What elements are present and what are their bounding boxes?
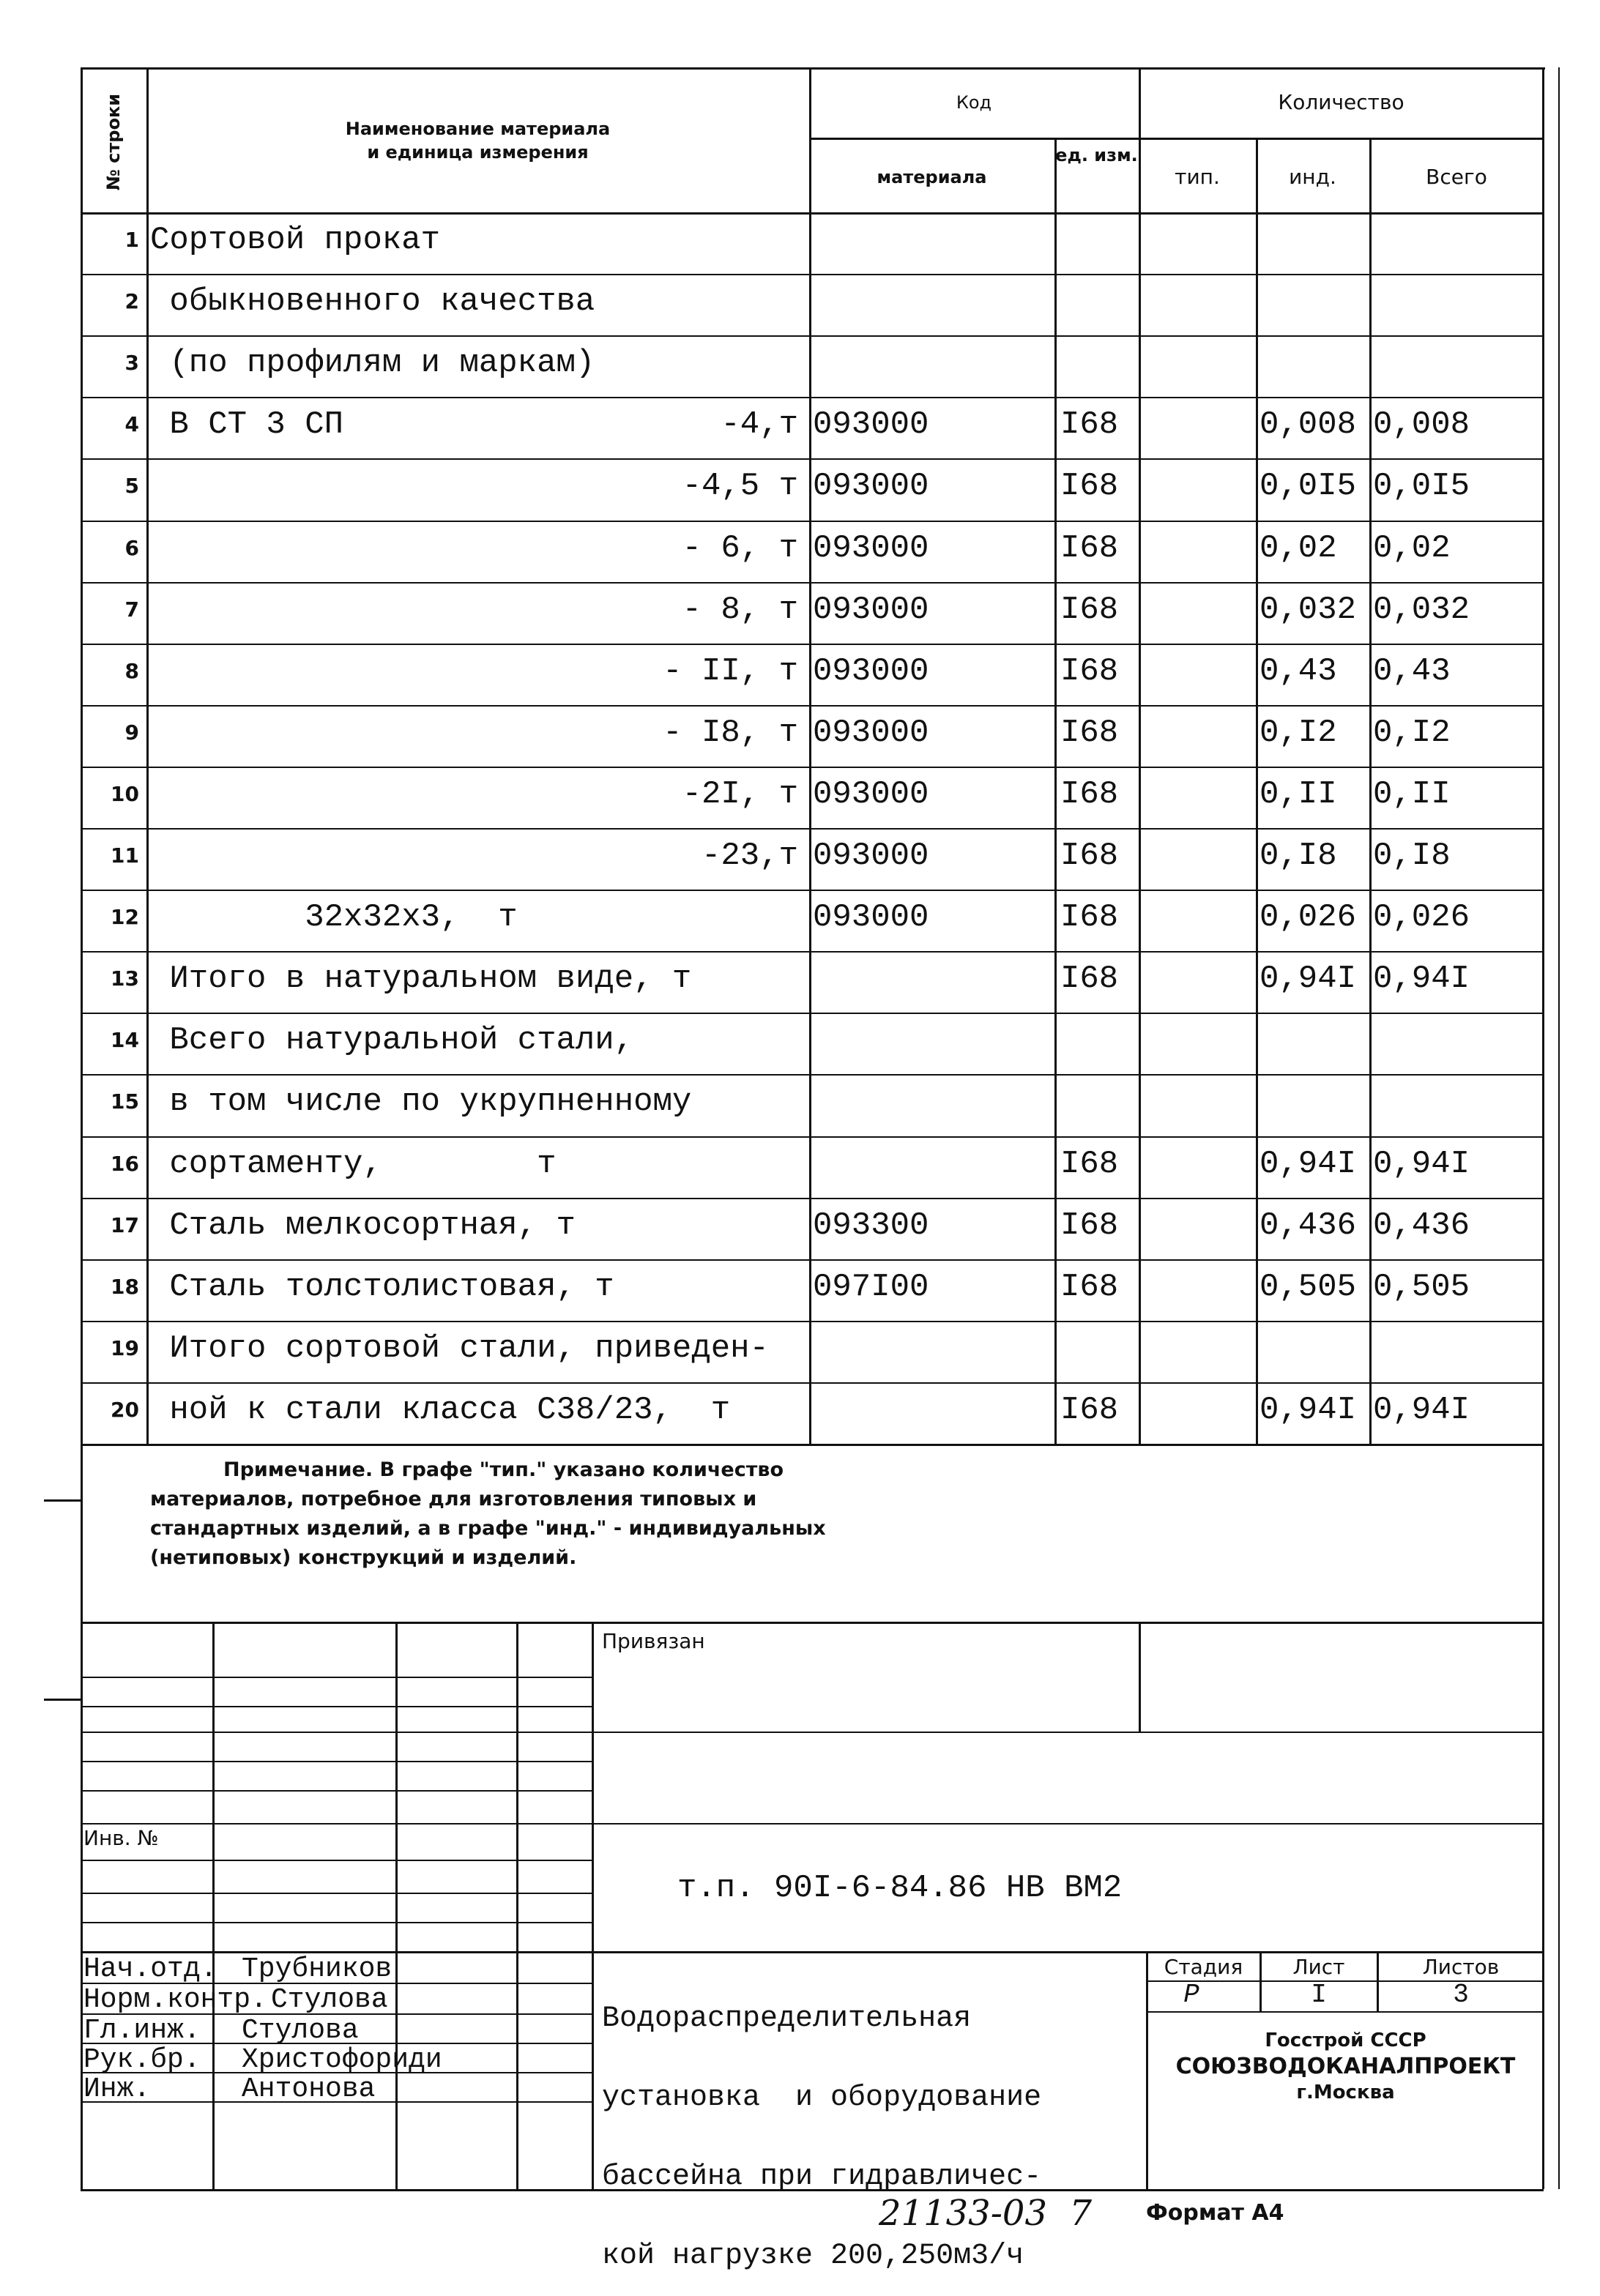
unit-code: I68 xyxy=(1060,899,1119,936)
material-name: В СТ 3 СП xyxy=(150,406,344,444)
qty-ind: 0,I8 xyxy=(1259,838,1337,874)
material-name: Итого в натуральном виде, т xyxy=(150,961,692,998)
qty-ind: 0,436 xyxy=(1259,1207,1357,1244)
unit-code: I68 xyxy=(1060,961,1119,998)
qty-total: 0,02 xyxy=(1373,529,1451,567)
material-code: 093000 xyxy=(813,775,929,813)
note-line: материалов, потребное для изготовления типовых и xyxy=(150,1488,757,1510)
row-divider xyxy=(81,705,1544,707)
signature-role: Норм.контр. xyxy=(83,1984,267,2016)
header-qty-group: Количество xyxy=(1278,90,1404,114)
doc-title-line: кой нагрузке 200,250м3/ч xyxy=(602,2240,1024,2273)
org-name: СОЮЗВОДОКАНАЛПРОЕКТ xyxy=(1175,2054,1516,2079)
header-code-group: Код xyxy=(956,92,992,113)
unit-code: I68 xyxy=(1060,1207,1119,1244)
material-name: Всего натуральной стали, xyxy=(150,1022,634,1059)
note-line: стандартных изделий, а в графе "инд." - индивидуальных xyxy=(150,1517,826,1540)
signature-name: Христофориди xyxy=(242,2044,442,2076)
org-ministry: Госстрой СССР xyxy=(1265,2029,1426,2051)
material-name: Сталь толстолистовая, т xyxy=(150,1268,614,1305)
material-spec: - 8, т xyxy=(682,591,798,628)
unit-code: I68 xyxy=(1060,652,1119,690)
stage-value: Р xyxy=(1183,1980,1199,2010)
note xyxy=(150,1456,1029,1573)
row-number: 15 xyxy=(111,1089,139,1114)
row-number: 2 xyxy=(124,289,139,314)
signature-name: Трубников xyxy=(242,1953,392,1985)
row-number: 9 xyxy=(124,720,139,745)
unit-code: I68 xyxy=(1060,529,1119,567)
note-line: (нетиповых) конструкций и изделий. xyxy=(150,1546,577,1569)
organization xyxy=(1147,2028,1544,2104)
inv-no-label: Инв. № xyxy=(83,1826,159,1850)
row-divider xyxy=(81,1198,1544,1199)
unit-code: I68 xyxy=(1060,1268,1119,1305)
qty-total: 0,436 xyxy=(1373,1207,1470,1244)
format-label: Формат А4 xyxy=(1146,2200,1284,2226)
header-typ: тип. xyxy=(1175,165,1220,189)
material-name: обыкновенного качества xyxy=(150,283,595,321)
doc-title-line: бассейна при гидравличес- xyxy=(602,2161,1042,2194)
qty-total: 0,505 xyxy=(1373,1268,1470,1305)
sheet-label: Лист xyxy=(1292,1955,1345,1979)
material-code: 093300 xyxy=(813,1207,929,1244)
row-number: 14 xyxy=(111,1028,139,1053)
row-divider xyxy=(81,767,1544,768)
qty-total: 0,94I xyxy=(1373,1391,1470,1428)
material-code: 093000 xyxy=(813,652,929,690)
row-number: 3 xyxy=(124,351,139,376)
qty-ind: 0,026 xyxy=(1259,899,1357,936)
signature-name: Стулова xyxy=(271,1984,388,2016)
qty-ind: 0,94I xyxy=(1259,1391,1357,1428)
row-number: 1 xyxy=(124,228,139,252)
material-code: 093000 xyxy=(813,468,929,505)
row-number: 4 xyxy=(124,412,139,437)
qty-total: 0,I8 xyxy=(1373,838,1451,874)
qty-ind: 0,I2 xyxy=(1259,714,1337,751)
qty-total: 0,94I xyxy=(1373,961,1470,998)
header-unit: ед. изм. xyxy=(1055,145,1138,165)
sheets-value: 3 xyxy=(1453,1980,1469,2010)
material-code: 093000 xyxy=(813,899,929,936)
row-divider xyxy=(81,1382,1544,1384)
signature-name: Стулова xyxy=(242,2015,359,2046)
header-name: Наименование материала и единица измерения xyxy=(345,119,611,163)
row-divider xyxy=(81,1259,1544,1261)
material-spec: -4,т xyxy=(721,406,798,444)
row-number: 11 xyxy=(111,843,139,868)
material-code: 093000 xyxy=(813,529,929,567)
qty-ind: 0,II xyxy=(1259,775,1337,813)
doc-code: т.п. 90I-6-84.86 НВ ВМ2 xyxy=(677,1870,1123,1906)
qty-total: 0,026 xyxy=(1373,899,1470,936)
row-divider xyxy=(81,890,1544,891)
row-number: 10 xyxy=(111,781,139,806)
signature-role: Рук.бр. xyxy=(83,2044,201,2076)
material-code: 093000 xyxy=(813,591,929,628)
row-divider xyxy=(81,1136,1544,1138)
material-spec: -2I, т xyxy=(682,775,798,813)
doc-title-line: Водораспределительная xyxy=(602,2002,972,2035)
row-number: 19 xyxy=(111,1335,139,1360)
stage-label: Стадия xyxy=(1164,1955,1243,1979)
material-spec: - 6, т xyxy=(682,529,798,567)
sheet-value: I xyxy=(1311,1980,1327,2010)
material-spec: -23,т xyxy=(701,838,798,874)
header-total: Всего xyxy=(1426,165,1487,189)
qty-ind: 0,505 xyxy=(1259,1268,1357,1305)
material-code: 093000 xyxy=(813,714,929,751)
row-number: 20 xyxy=(111,1397,139,1422)
material-name: Итого сортовой стали, приведен- xyxy=(150,1330,769,1367)
row-divider xyxy=(81,335,1544,337)
qty-total: 0,43 xyxy=(1373,652,1451,690)
material-spec: - I8, т xyxy=(663,714,798,751)
row-divider xyxy=(81,582,1544,584)
material-name: Сортовой прокат xyxy=(150,222,441,258)
row-divider xyxy=(81,644,1544,645)
material-name: (по профилям и маркам) xyxy=(150,345,595,382)
unit-code: I68 xyxy=(1060,714,1119,751)
material-code: 097I00 xyxy=(813,1268,929,1305)
qty-total: 0,II xyxy=(1373,775,1451,813)
signature-role: Инж. xyxy=(83,2073,151,2105)
row-number: 8 xyxy=(124,658,139,683)
header-ind: инд. xyxy=(1289,165,1336,189)
row-number: 6 xyxy=(124,535,139,560)
qty-total: 0,I2 xyxy=(1373,714,1451,751)
row-divider xyxy=(81,828,1544,830)
header-row-no: № строки xyxy=(103,93,124,191)
row-number: 17 xyxy=(111,1212,139,1237)
row-divider xyxy=(81,1074,1544,1076)
material-spec: - II, т xyxy=(663,652,798,690)
qty-ind: 0,94I xyxy=(1259,961,1357,998)
material-name: 32x32x3, т xyxy=(150,899,518,936)
qty-total: 0,94I xyxy=(1373,1145,1470,1182)
qty-ind: 0,02 xyxy=(1259,529,1337,567)
row-number: 16 xyxy=(111,1151,139,1176)
unit-code: I68 xyxy=(1060,838,1119,874)
material-code: 093000 xyxy=(813,406,929,444)
signature-role: Гл.инж. xyxy=(83,2015,201,2046)
row-divider xyxy=(81,1321,1544,1322)
handwritten-number: 21133-03 7 xyxy=(879,2193,1093,2234)
row-number: 12 xyxy=(111,905,139,930)
material-name: сортаменту, т xyxy=(150,1145,557,1182)
qty-total: 0,0I5 xyxy=(1373,468,1470,505)
unit-code: I68 xyxy=(1060,1145,1119,1182)
org-city: г.Москва xyxy=(1296,2081,1395,2103)
qty-total: 0,008 xyxy=(1373,406,1470,444)
row-number: 18 xyxy=(111,1274,139,1299)
qty-ind: 0,43 xyxy=(1259,652,1337,690)
signature-name: Антонова xyxy=(242,2073,376,2105)
material-name: Сталь мелкосортная, т xyxy=(150,1207,576,1244)
row-number: 13 xyxy=(111,966,139,991)
material-name: в том числе по укрупненному xyxy=(150,1084,692,1121)
unit-code: I68 xyxy=(1060,591,1119,628)
row-divider xyxy=(81,458,1544,460)
material-name: ной к стали класса С38/23, т xyxy=(150,1391,731,1428)
material-spec: -4,5 т xyxy=(682,468,798,505)
doc-title-line: установка и оборудование xyxy=(602,2081,1042,2114)
material-code: 093000 xyxy=(813,838,929,874)
row-divider xyxy=(81,397,1544,398)
qty-ind: 0,94I xyxy=(1259,1145,1357,1182)
unit-code: I68 xyxy=(1060,406,1119,444)
signature-role: Нач.отд. xyxy=(83,1953,217,1985)
row-number: 5 xyxy=(124,474,139,499)
row-divider xyxy=(81,951,1544,953)
unit-code: I68 xyxy=(1060,468,1119,505)
row-divider xyxy=(81,521,1544,522)
doc-title xyxy=(602,1953,1041,2296)
header-code: материала xyxy=(877,167,987,187)
privyazan-label: Привязан xyxy=(602,1629,705,1653)
row-number: 7 xyxy=(124,597,139,622)
qty-ind: 0,008 xyxy=(1259,406,1357,444)
sheets-label: Листов xyxy=(1422,1955,1500,1979)
qty-ind: 0,0I5 xyxy=(1259,468,1357,505)
row-divider xyxy=(81,274,1544,275)
qty-total: 0,032 xyxy=(1373,591,1470,628)
unit-code: I68 xyxy=(1060,775,1119,813)
row-divider xyxy=(81,1013,1544,1014)
note-line: Примечание. В графе "тип." указано количество xyxy=(223,1458,784,1481)
qty-ind: 0,032 xyxy=(1259,591,1357,628)
unit-code: I68 xyxy=(1060,1391,1119,1428)
